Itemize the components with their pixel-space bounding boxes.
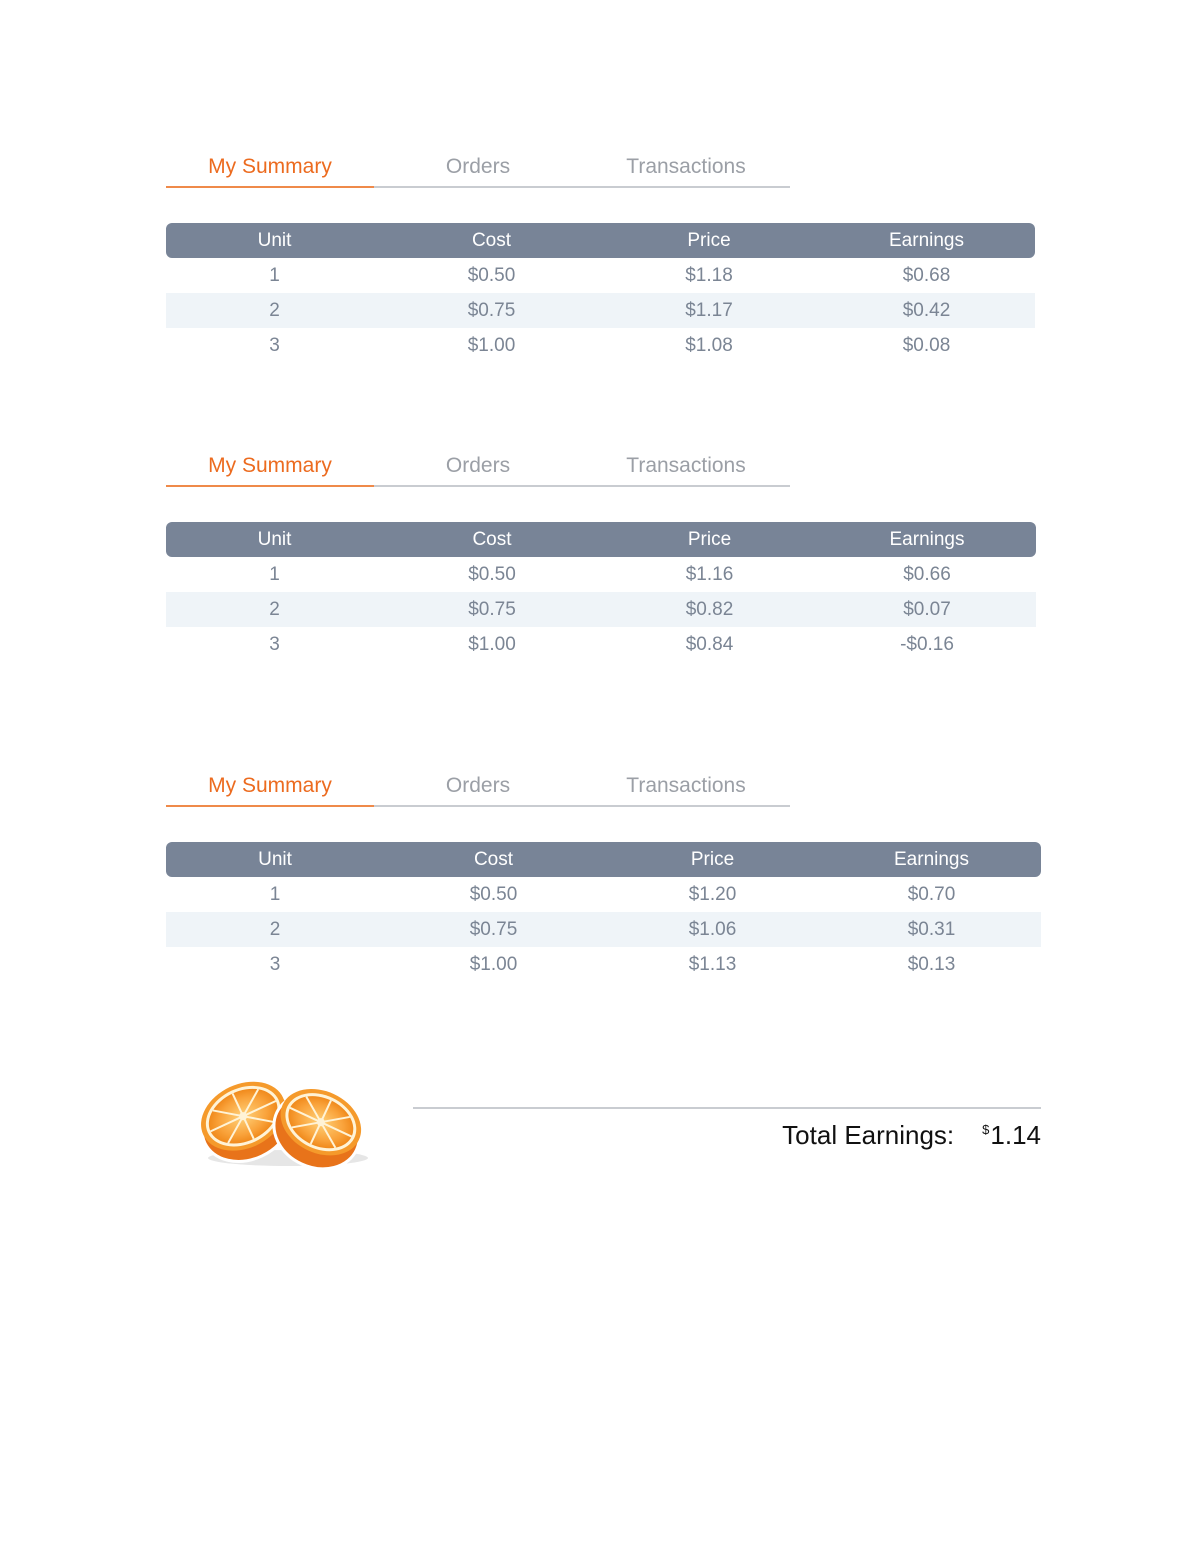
unit-cell: 2: [166, 592, 383, 627]
table-row: [166, 912, 1041, 947]
cost-cell: $0.50: [467, 264, 516, 286]
unit-cell: 1: [269, 883, 281, 905]
tab-my-summary[interactable]: My Summary: [166, 771, 374, 805]
earnings-cell: $0.08: [902, 334, 951, 356]
price-cell: $0.84: [685, 633, 734, 655]
price-cell: $1.17: [600, 293, 818, 328]
column-header-unit: Unit: [166, 842, 384, 877]
summary-panel-1: [166, 152, 964, 356]
footer-divider: [413, 1107, 1041, 1109]
cost-cell: $0.75: [383, 592, 601, 627]
orange-halves-image: [196, 1066, 372, 1170]
tab-my-summary[interactable]: My Summary: [166, 451, 374, 485]
table-header-row: [166, 522, 1036, 557]
unit-cell: 1: [269, 264, 280, 286]
earnings-cell: $0.70: [907, 883, 956, 905]
column-header-unit: Unit: [166, 223, 383, 258]
unit-cell: 2: [166, 293, 383, 328]
column-header-earnings: Earnings: [818, 522, 1036, 557]
tab-transactions[interactable]: Transactions: [626, 155, 746, 178]
earnings-cell: $0.68: [902, 264, 951, 286]
cost-cell: $0.75: [383, 293, 600, 328]
table-row: [166, 328, 1035, 363]
currency-symbol: $: [982, 1122, 990, 1137]
cost-cell: $1.00: [467, 334, 516, 356]
tab-orders[interactable]: Orders: [445, 454, 511, 477]
column-header-price: Price: [600, 223, 818, 258]
unit-cell: 3: [269, 633, 280, 655]
table-row: [166, 557, 1036, 592]
cost-cell: $0.50: [469, 883, 518, 905]
unit-cell: 2: [166, 912, 384, 947]
earnings-cell: $0.66: [903, 563, 951, 585]
tab-my-summary[interactable]: My Summary: [166, 152, 374, 186]
column-header-price: Price: [603, 842, 822, 877]
column-header-cost: Cost: [383, 522, 601, 557]
price-cell: $1.08: [685, 334, 733, 356]
price-cell: $1.16: [685, 563, 734, 585]
cost-cell: $1.00: [468, 633, 516, 655]
unit-cell: 1: [269, 563, 280, 585]
table-row: [166, 947, 1041, 982]
table-header-row: [166, 842, 1041, 877]
column-header-unit: Unit: [166, 522, 383, 557]
tab-bar: [166, 771, 790, 807]
cost-cell: $1.00: [469, 953, 518, 975]
cost-cell: $0.50: [468, 563, 516, 585]
column-header-earnings: Earnings: [822, 842, 1041, 877]
price-cell: $1.20: [688, 883, 737, 905]
summary-panel-3: [166, 771, 969, 975]
price-cell: $1.18: [685, 264, 733, 286]
tab-bar: [166, 451, 790, 487]
table-row: [166, 293, 1035, 328]
unit-cell: 3: [269, 953, 281, 975]
earnings-table: [166, 842, 1041, 982]
table-row: [166, 627, 1036, 662]
earnings-cell: $0.07: [818, 592, 1036, 627]
price-cell: $1.13: [688, 953, 737, 975]
earnings-cell: -$0.16: [900, 633, 954, 655]
price-cell: $1.06: [603, 912, 822, 947]
table-header-row: [166, 223, 1035, 258]
earnings-table: [166, 223, 1035, 363]
tab-bar: [166, 152, 790, 188]
column-header-cost: Cost: [384, 842, 603, 877]
column-header-earnings: Earnings: [818, 223, 1035, 258]
total-earnings-label: Total Earnings:: [782, 1120, 955, 1150]
total-earnings: [782, 1120, 1041, 1151]
tab-orders[interactable]: Orders: [445, 774, 511, 797]
unit-cell: 3: [269, 334, 280, 356]
earnings-cell: $0.31: [822, 912, 1041, 947]
column-header-price: Price: [601, 522, 818, 557]
column-header-cost: Cost: [383, 223, 600, 258]
tab-transactions[interactable]: Transactions: [626, 454, 746, 477]
table-row: [166, 592, 1036, 627]
tab-orders[interactable]: Orders: [445, 155, 511, 178]
table-row: [166, 258, 1035, 293]
earnings-table: [166, 522, 1036, 662]
table-row: [166, 877, 1041, 912]
earnings-cell: $0.42: [818, 293, 1035, 328]
earnings-cell: $0.13: [907, 953, 956, 975]
summary-panel-2: [166, 451, 965, 655]
cost-cell: $0.75: [384, 912, 603, 947]
price-cell: $0.82: [601, 592, 818, 627]
total-earnings-value: 1.14: [990, 1120, 1041, 1150]
tab-transactions[interactable]: Transactions: [626, 774, 746, 797]
